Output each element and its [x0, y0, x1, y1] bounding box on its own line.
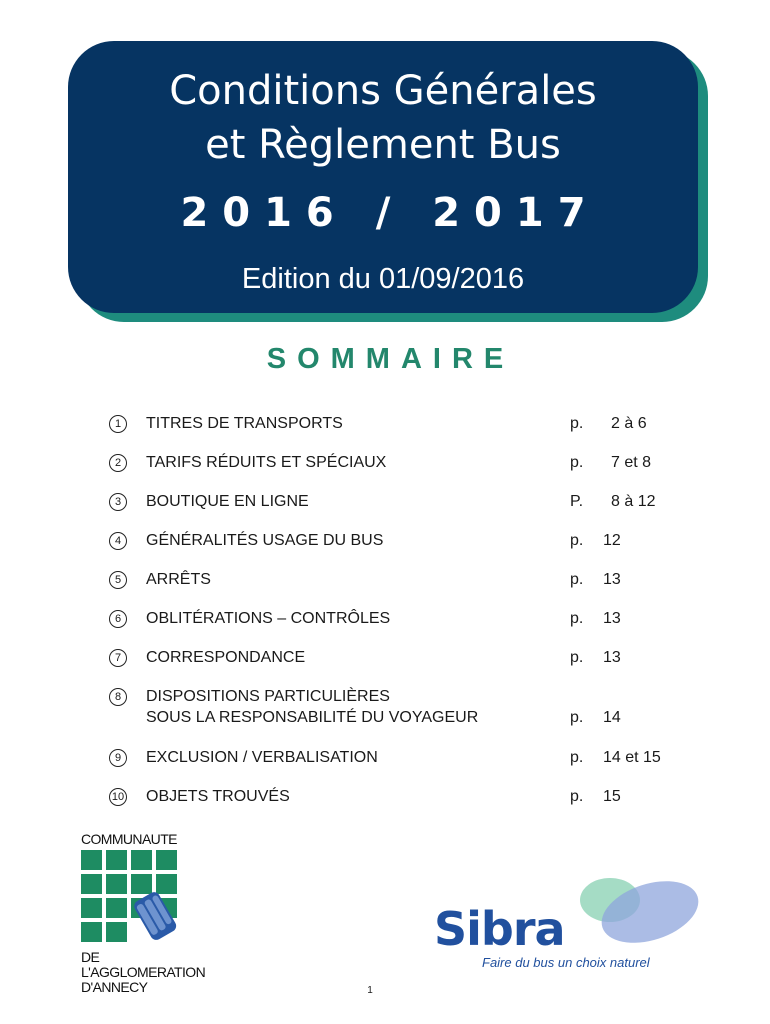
- sibra-wordmark: Sibra: [434, 902, 565, 956]
- toc-item-number: 3: [109, 493, 127, 511]
- toc-item-page-prefix: p.: [570, 788, 584, 805]
- agglo-logo-top-text: COMMUNAUTE: [81, 831, 177, 847]
- toc-item-page-prefix: p.: [570, 532, 584, 549]
- toc-item-number: 5: [109, 571, 127, 589]
- toc-item-number: 4: [109, 532, 127, 550]
- toc-item-pages: 14 et 15: [603, 749, 661, 766]
- sommaire-heading: SOMMAIRE: [266, 343, 515, 375]
- toc-item-title: BOUTIQUE EN LIGNE: [146, 493, 309, 510]
- toc-item-page-prefix: p.: [570, 749, 584, 766]
- toc-item-pages: 7 et 8: [611, 454, 652, 471]
- toc-item-page-prefix: p.: [570, 709, 584, 726]
- toc-item-page-prefix: p.: [570, 454, 584, 471]
- agglo-logo-text-line: L'AGGLOMERATION: [81, 964, 206, 980]
- title-year: 2016 / 2017: [180, 190, 600, 236]
- toc-item-title: OBJETS TROUVÉS: [146, 788, 290, 805]
- title-line-1: Conditions Générales: [169, 68, 597, 114]
- edition-date: Edition du 01/09/2016: [241, 263, 525, 295]
- toc-item-title: OBLITÉRATIONS – CONTRÔLES: [146, 610, 391, 627]
- toc-item-number: 7: [109, 649, 127, 667]
- toc-item-title: CORRESPONDANCE: [146, 649, 306, 666]
- toc-item-pages: 13: [603, 610, 621, 627]
- toc-item-page-prefix: p.: [570, 571, 584, 588]
- toc-item-pages: 13: [603, 649, 621, 666]
- toc-item-title: GÉNÉRALITÉS USAGE DU BUS: [146, 532, 384, 549]
- sibra-tagline: Faire du bus un choix naturel: [482, 955, 650, 970]
- toc-item-number: 9: [109, 749, 127, 767]
- toc-item-page-prefix: p.: [570, 649, 584, 666]
- toc-item-title: ARRÊTS: [146, 571, 211, 588]
- toc-item-title: DISPOSITIONS PARTICULIÈRES: [146, 688, 390, 705]
- toc-item-number: 6: [109, 610, 127, 628]
- toc-item-title-line-2: SOUS LA RESPONSABILITÉ DU VOYAGEUR: [146, 709, 479, 726]
- toc-item-pages: 15: [603, 788, 621, 805]
- toc-item-pages: 12: [603, 532, 621, 549]
- toc-item-pages: 8 à 12: [611, 493, 656, 510]
- toc-item-number: 8: [109, 688, 127, 706]
- toc-item-page-prefix: P.: [570, 493, 584, 510]
- toc-item-pages: 14: [603, 709, 621, 726]
- page-number: 1: [367, 985, 373, 996]
- toc-item-number: 2: [109, 454, 127, 472]
- toc-item-number: 10: [109, 788, 127, 806]
- agglo-hand-icon: [81, 850, 177, 944]
- agglomeration-annecy-logo: [81, 831, 206, 997]
- agglo-logo-text-line: D'ANNECY: [81, 979, 148, 995]
- toc-item-page-prefix: p.: [570, 415, 584, 432]
- toc-item-title: TITRES DE TRANSPORTS: [146, 415, 343, 432]
- toc-item-title: TARIFS RÉDUITS ET SPÉCIAUX: [146, 454, 387, 471]
- agglo-logo-grid: [81, 850, 177, 944]
- title-line-2: et Règlement Bus: [205, 122, 561, 168]
- toc-item-number: 1: [109, 415, 127, 433]
- sibra-logo: [430, 860, 700, 980]
- toc-item-page-prefix: p.: [570, 610, 584, 627]
- toc-item-pages: 2 à 6: [611, 415, 647, 432]
- toc-item-title: EXCLUSION / VERBALISATION: [146, 749, 378, 766]
- toc-item-pages: 13: [603, 571, 621, 588]
- agglo-logo-text-line: DE: [81, 949, 100, 965]
